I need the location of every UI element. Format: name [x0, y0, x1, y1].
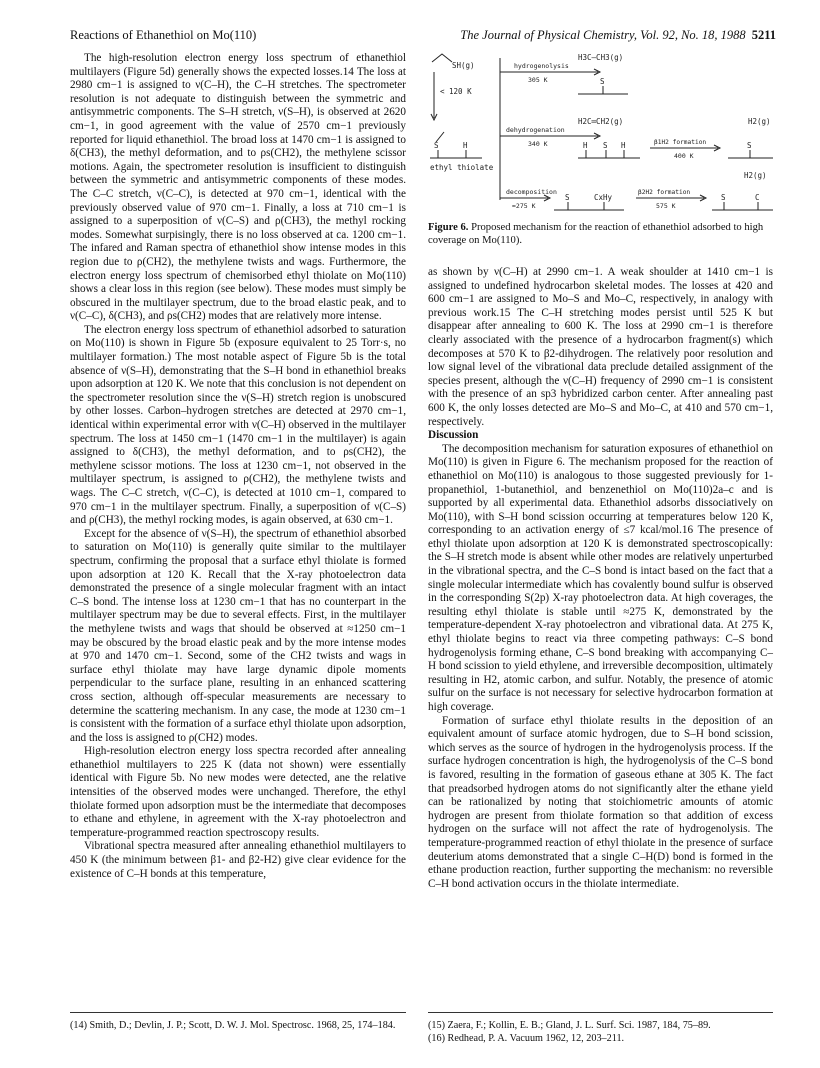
paragraph: Except for the absence of ν(S–H), the spectrum of ethanethiol absorbed to saturation on Mo(110) is generally quite similar to the multilayer spectrum, confirming the proposal that a surface ethyl thiolate is formed upon adsorption at 120 K. Recall that the X-ray photoelectron data demonstrated the presence of a single molecular fragment with an intact C–S bond. The intense loss at 1230 cm−1 that has no counterpart in the multilayer spectrum may be due to several effects. First, in the multilayer the methylene twists and wags that should be observed at ≈1250 cm−1 may be obscured by the broad elastic peak and by the more intense modes at 970 and 1470 cm−1. Second, some of the CH2 twists and wags in surface ethyl thiolate may have large dynamic dipole moments perpendicular to the surface plane, resulting in an enhanced scattering cross section, although off-specular measurements are necessary to determine the scattering mechanism. In any case, the mode at 1230 cm−1 is consistent with the formation of a surface ethyl thiolate upon adsorption, and the loss is assigned to ρ(CH2) modes. — [70, 527, 406, 744]
footnotes-right — [428, 1020, 773, 1045]
mechanism-diagram — [428, 50, 773, 218]
footnote-rule-right — [428, 1012, 773, 1013]
ethyl-zigzag — [432, 54, 452, 62]
label-340k: 340 K — [528, 140, 548, 148]
label-dehydrogenation: dehydrogenation — [506, 126, 565, 134]
figure-6-mechanism — [428, 50, 773, 218]
label-b1h2: β1H2 formation — [654, 139, 707, 146]
label-b2h2: β2H2 formation — [638, 189, 691, 196]
paragraph: High-resolution electron energy loss spectra recorded after annealing ethanethiol multilayers to 225 K (data not shown) were essentially identical with Figure 5b. No new modes were detected, ane the relative intensities of the observed modes were unchanged. Therefore, the ethyl thiolate formed upon adsorption must be the intermediate that decomposes to ethane and ethylene, in agreement with the X-ray photoelectron and temperature-programmed reaction spectroscopy results. — [70, 745, 406, 839]
footnote-14: (14) Smith, D.; Devlin, J. P.; Scott, D. W. J. Mol. Spectrosc. 1968, 25, 174–184. — [70, 1020, 396, 1031]
label-305k: 305 K — [528, 76, 548, 84]
page-number: 5211 — [751, 28, 776, 42]
label-s-mid: S — [603, 141, 608, 150]
running-header-journal — [460, 28, 776, 43]
figure-caption-label: Figure 6. — [428, 222, 469, 233]
paragraph: The electron energy loss spectrum of ethanethiol adsorbed to saturation on Mo(110) is shown in Figure 5b (exposure equivalent to 25 Torr·s, no multilayer formation.) The most notable aspect of Figure 5b is the total absence of ν(S–H), demonstrating that the S–H bond in ethanethiol breaks upon adsorption at 120 K. We note that this conclusion is not dependent on the spectrometer resolution since the ν(S–H) stretch region is unobscured by other losses. Carbon–hydrogen stretches are detected at 2970 cm−1, identical within experimental error with ν(C–H) observed in the multilayer spectrum. The loss at 1450 cm−1 (1470 cm−1 in the multilayer) is again assigned to δ(CH3), the methyl deformation, and to ρs(CH2), the methylene scissor motions. The loss at 1230 cm−1, not observed in the multilayer spectrum, is assigned to ρ(CH2), the methylene twists and wags. The C–C stretch, ν(C–C), is detected at 1010 cm−1, compared to 970 cm−1 in the multilayer spectrum. Finally, a superposition of ν(C–S) and ρ(CH3), the methyl rocking modes, is again observed, at 630 cm−1. — [70, 323, 406, 527]
section-heading-discussion: Discussion — [428, 429, 479, 442]
label-h-mid2: H — [621, 141, 626, 150]
figure-caption-text: Proposed mechanism for the reaction of ethanethiol adsorbed to high coverage on Mo(110). — [428, 222, 764, 246]
label-hydrogenolysis: hydrogenolysis — [514, 62, 569, 70]
label-cxhy: CxHy — [594, 193, 613, 202]
label-h2-b: H2(g) — [744, 171, 767, 180]
label-lt120: < 120 K — [440, 87, 472, 96]
paragraph: The decomposition mechanism for saturation exposures of ethanethiol on Mo(110) is given in Figure 6. The mechanism proposed for the reaction of ethanethiol on Mo(110) is analogous to those suggested previously for 1-propanethiol, 1-butanethiol, and benzenethiol on Mo(110)2a–c and is supported by all experimental data. Ethanethiol adsorbs dissociatively on Mo(110), with S–H bond scission occurring at temperatures below 120 K, corresponding to an activation energy of ≤7 kcal/mol.16 The presence of ethyl thiolate upon adsorption at 120 K is demonstrated spectroscopically: the S–H stretch mode is absent while other modes are relatively unperturbed in the vibrational spectra, and the C–S bond is intact based on the fact that a single molecular intermediate which has covalently bound sulfur is observed in the corresponding S(2p) X-ray photoelectron data. At high coverages, the resulting ethyl thiolate is stable until ≈275 K, demonstrated by the temperature-dependent X-ray photoelectron and vibrational data. At 275 K, ethyl thiolate begins to react via three competing pathways: C–S bond hydrogenolysis forming ethane, C–S bond breaking with accompanying C–H bond scission to yield ethylene, and irreversible decomposition, ultimately resulting in H2, atomic carbon, and sulfur. Notably, the presence of atomic sulfur on the surface is not necessary for selective hydrocarbon formation at high coverage. — [428, 442, 773, 713]
paragraph: as shown by ν(C–H) at 2990 cm−1. A weak shoulder at 1410 cm−1 is assigned to undefined hydrocarbon skeletal modes. The losses at 420 and 600 cm−1 are assigned to Mo–S and Mo–C, respectively, in analogy with previous work.15 The C–H stretching modes persist until 525 K but disappear after annealing to 600 K. The loss at 2990 cm−1 is therefore clearly associated with the presence of a hydrocarbon fragment(s) which decomposes at 570 K to β2-dihydrogen. The relatively poor resolution and low signal level of the vibrational data preclude detailed assignment of the species present, although the ν(C–H) frequency of 2990 cm−1 is consistent with the presence of an sp3 hybridized carbon center. After annealing past 600 K, the only losses detected are Mo–S and Mo–C, at 410 and 570 cm−1, respectively. — [428, 266, 773, 428]
label-275k: ≈275 K — [512, 202, 536, 210]
label-s-d: S — [721, 193, 726, 202]
label-sh: SH(g) — [452, 61, 475, 70]
label-ethane: H3C—CH3(g) — [578, 53, 624, 62]
footnote-15: (15) Zaera, F.; Kollin, E. B.; Gland, J. L. Surf. Sci. 1987, 184, 75–89. — [428, 1020, 711, 1031]
footnote-16: (16) Redhead, P. A. Vacuum 1962, 12, 203–211. — [428, 1032, 625, 1044]
label-ethylene: H2C═CH2(g) — [578, 117, 624, 126]
paragraph: Vibrational spectra measured after annealing ethanethiol multilayers to 450 K (the minimum between β1- and β2-H2) give clear evidence for the existence of C–H bonds at this temperature, — [70, 840, 406, 880]
left-column — [70, 52, 406, 881]
label-575k: 575 K — [656, 202, 676, 210]
paragraph: The high-resolution electron energy loss spectrum of ethanethiol multilayers (Figure 5d) generally shows the expected losses.14 The loss at 2980 cm−1 is assigned to ν(C–H), the C–H stretches. The spectrometer resolution is not adequate to distinguish between the symmetric and antisymmetric components. The S–H stretch, ν(S–H), is observed at 2620 cm−1, in good agreement with the value of 2570 cm−1 previously reported for liquid ethanethiol. The broad loss at 1470 cm−1 is assigned to δ(CH3), the methyl deformation, and to ρs(CH2), the methylene scissor motions. Again, the spectrometer resolution is insufficient to distinguish between the symmetric and antisymmetric components of these modes. The C–C stretch, ν(C–C), is detected at 970 cm−1, identical with the previously observed value of 970 cm−1. Finally, a loss at 710 cm−1 is assigned to a superposition of ν(C–S) and ρ(CH3), the methyl rocking modes. Somewhat surpisingly, there is no loss observed at ca. 1200 cm−1. The infared and Raman spectra of ethanethiol show intense modes in this region due to ρ(CH2), the methylene twists and wags. Furthermore, the electron energy loss spectrum of chemisorbed ethyl thiolate on Mo(110) shows a clear loss in this region (see below). These modes must simply be obscured in the multilayer spectrum, due to the broad elastic peak, and to ν(C–C), δ(CH3), and ρs(CH2) modes that are relatively more intense. — [70, 52, 406, 323]
label-400k: 400 K — [674, 152, 694, 160]
label-c-d: C — [755, 193, 760, 202]
label-s-c: S — [565, 193, 570, 202]
figure-caption — [428, 222, 773, 247]
running-header-title: Reactions of Ethanethiol on Mo(110) — [70, 28, 257, 42]
label-h2-a: H2(g) — [748, 117, 771, 126]
label-h-left: H — [463, 141, 468, 150]
label-s-b: S — [747, 141, 752, 150]
right-column — [428, 266, 773, 891]
label-ethyl-thiolate: ethyl thiolate — [430, 163, 494, 172]
label-decomposition: decomposition — [506, 188, 557, 196]
footnote-rule-left — [70, 1012, 406, 1013]
label-s-a: S — [600, 77, 605, 86]
label-s-left: S — [434, 141, 439, 150]
journal-citation: The Journal of Physical Chemistry, Vol. 92, No. 18, 1988 — [460, 28, 746, 42]
paragraph: Formation of surface ethyl thiolate results in the deposition of an equivalent amount of surface atomic hydrogen, due to S–H bond scission, which serves as the source of hydrogen in the hydrogenolysis process. If the surface hydrogen concentration is high, the hydrogenolysis of the C–S bond is favored, resulting in the formation of gaseous ethane at 305 K. The fact that preadsorbed hydrogen atoms do not significantly alter the ethane yield can be rationalized by noting that stoichiometric amounts of atomic hydrogen are present from thiolate formation so that addition of excess hydrogen on the surface will not affect the rate of hydrogenolysis. The temperature-programmed reaction of ethyl thiolate in the presence of surface deuterium atoms demonstrated that a single C–H(D) bond is formed in the ethane production reaction, further supporting the mechanism: no reversible C–H bond activation occurs in the thiolate intermediate. — [428, 714, 773, 890]
label-h-mid: H — [583, 141, 588, 150]
